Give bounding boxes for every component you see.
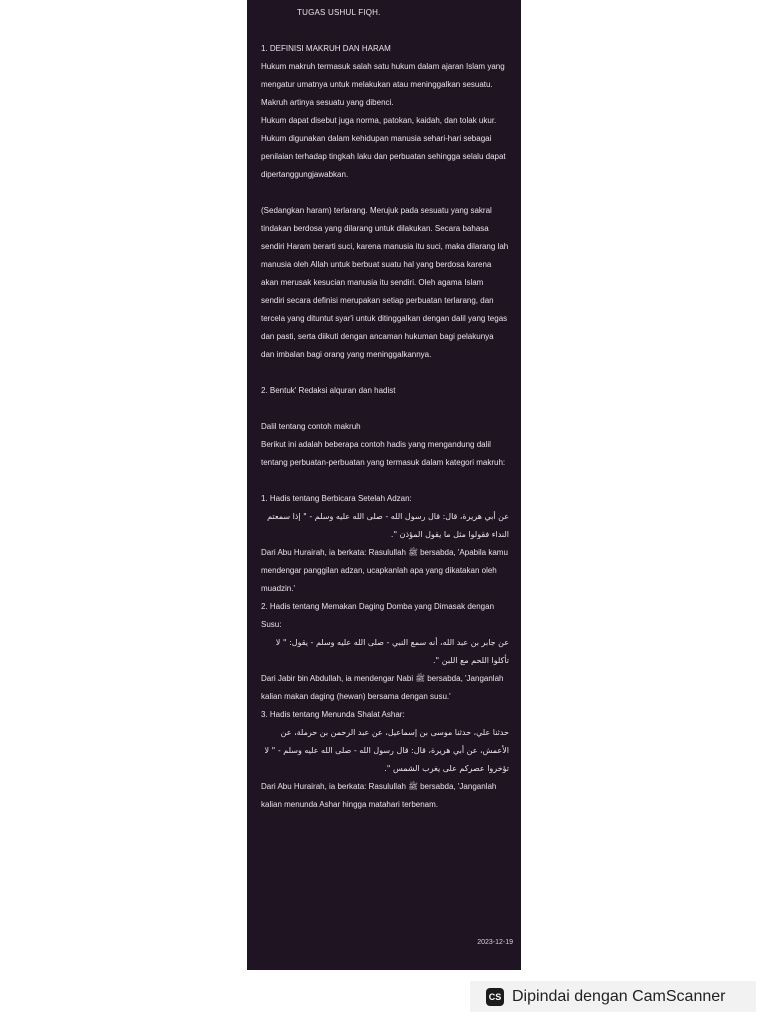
camscanner-watermark [470, 981, 756, 1012]
hadith3-heading: 3. Hadis tentang Menunda Shalat Ashar: [261, 710, 405, 719]
section1-paragraph-2: Hukum dapat disebut juga norma, patokan, kaidah, dan tolak ukur. Hukum digunakan dalam kehidupan manusia sehari-hari sebagai penilaian terhadap tingkah laku dan perbuatan sehingga selalu dapat dipertanggungjawabkan. [261, 116, 506, 179]
hadith3-translation: Dari Abu Hurairah, ia berkata: Rasulullah ﷺ bersabda, 'Janganlah kalian menunda Ashar hingga matahari terbenam. [261, 782, 497, 809]
document-panel [247, 0, 521, 970]
hadith2-heading: 2. Hadis tentang Memakan Daging Domba yang Dimasak dengan Susu: [261, 602, 495, 629]
hadith1-heading: 1. Hadis tentang Berbicara Setelah Adzan: [261, 494, 412, 503]
spacer [261, 472, 509, 490]
camscanner-text: Dipindai dengan CamScanner [512, 987, 726, 1005]
section1-heading: 1. DEFINISI MAKRUH DAN HARAM [261, 44, 391, 53]
spacer [261, 364, 509, 382]
section1-paragraph-3: (Sedangkan haram) terlarang. Merujuk pada sesuatu yang sakral tindakan berdosa yang dilarang untuk dilakukan. Secara bahasa sendiri Haram berarti suci, karena manusia itu suci, maka dilarang lah manusia oleh Allah untuk berbuat suatu hal yang berdosa karena akan merusak kesucian manusia itu sendiri. Oleh agama Islam sendiri secara definisi merupakan setiap perbuatan terlarang, dan tercela yang dituntut syar'i untuk ditinggalkan dengan dalil yang tegas dan pasti, serta diikuti dengan ancaman hukuman bagi pelakunya dan imbalan bagi orang yang meninggalkannya. [261, 206, 509, 359]
document-date: 2023-12-19 [477, 939, 513, 946]
hadith2-translation: Dari Jabir bin Abdullah, ia mendengar Nabi ﷺ bersabda, 'Janganlah kalian makan daging (hewan) bersama dengan susu.' [261, 674, 504, 701]
hadith2-arabic: عن جابر بن عبد الله، أنه سمع النبي - صلى الله عليه وسلم - يقول: " لا تأكلوا اللحم مع اللبن ". [275, 638, 509, 665]
dalil-heading: Dalil tentang contoh makruh [261, 422, 361, 431]
dalil-intro: Berikut ini adalah beberapa contoh hadis yang mengandung dalil tentang perbuatan-perbuatan yang termasuk dalam kategori makruh: [261, 440, 506, 467]
spacer [261, 400, 509, 418]
hadith1-arabic: عن أبي هريرة، قال: قال رسول الله - صلى الله عليه وسلم - " إذا سمعتم النداء فقولوا مثل ما يقول المؤذن ". [267, 512, 509, 539]
document-title: TUGAS USHUL FIQH. [297, 8, 381, 17]
section2-heading: 2. Bentuk' Redaksi alquran dan hadist [261, 386, 396, 395]
spacer [261, 184, 509, 202]
hadith3-arabic: حدثنا علي، حدثنا موسى بن إسماعيل، عن عبد الرحمن بن حرملة، عن الأعمش، عن أبي هريرة، قال: قال رسول الله - صلى الله عليه وسلم - " لا تؤخروا عصركم على يغرب الشمس ". [264, 728, 509, 773]
section1-paragraph-1: Hukum makruh termasuk salah satu hukum dalam ajaran Islam yang mengatur umatnya untuk melakukan atau meninggalkan sesuatu. Makruh artinya sesuatu yang dibenci. [261, 62, 505, 107]
camscanner-logo-icon: CS [486, 988, 504, 1006]
hadith1-translation: Dari Abu Hurairah, ia berkata: Rasulullah ﷺ bersabda, 'Apabila kamu mendengar panggilan adzan, ucapkanlah apa yang dikatakan oleh muadzin.' [261, 548, 508, 593]
